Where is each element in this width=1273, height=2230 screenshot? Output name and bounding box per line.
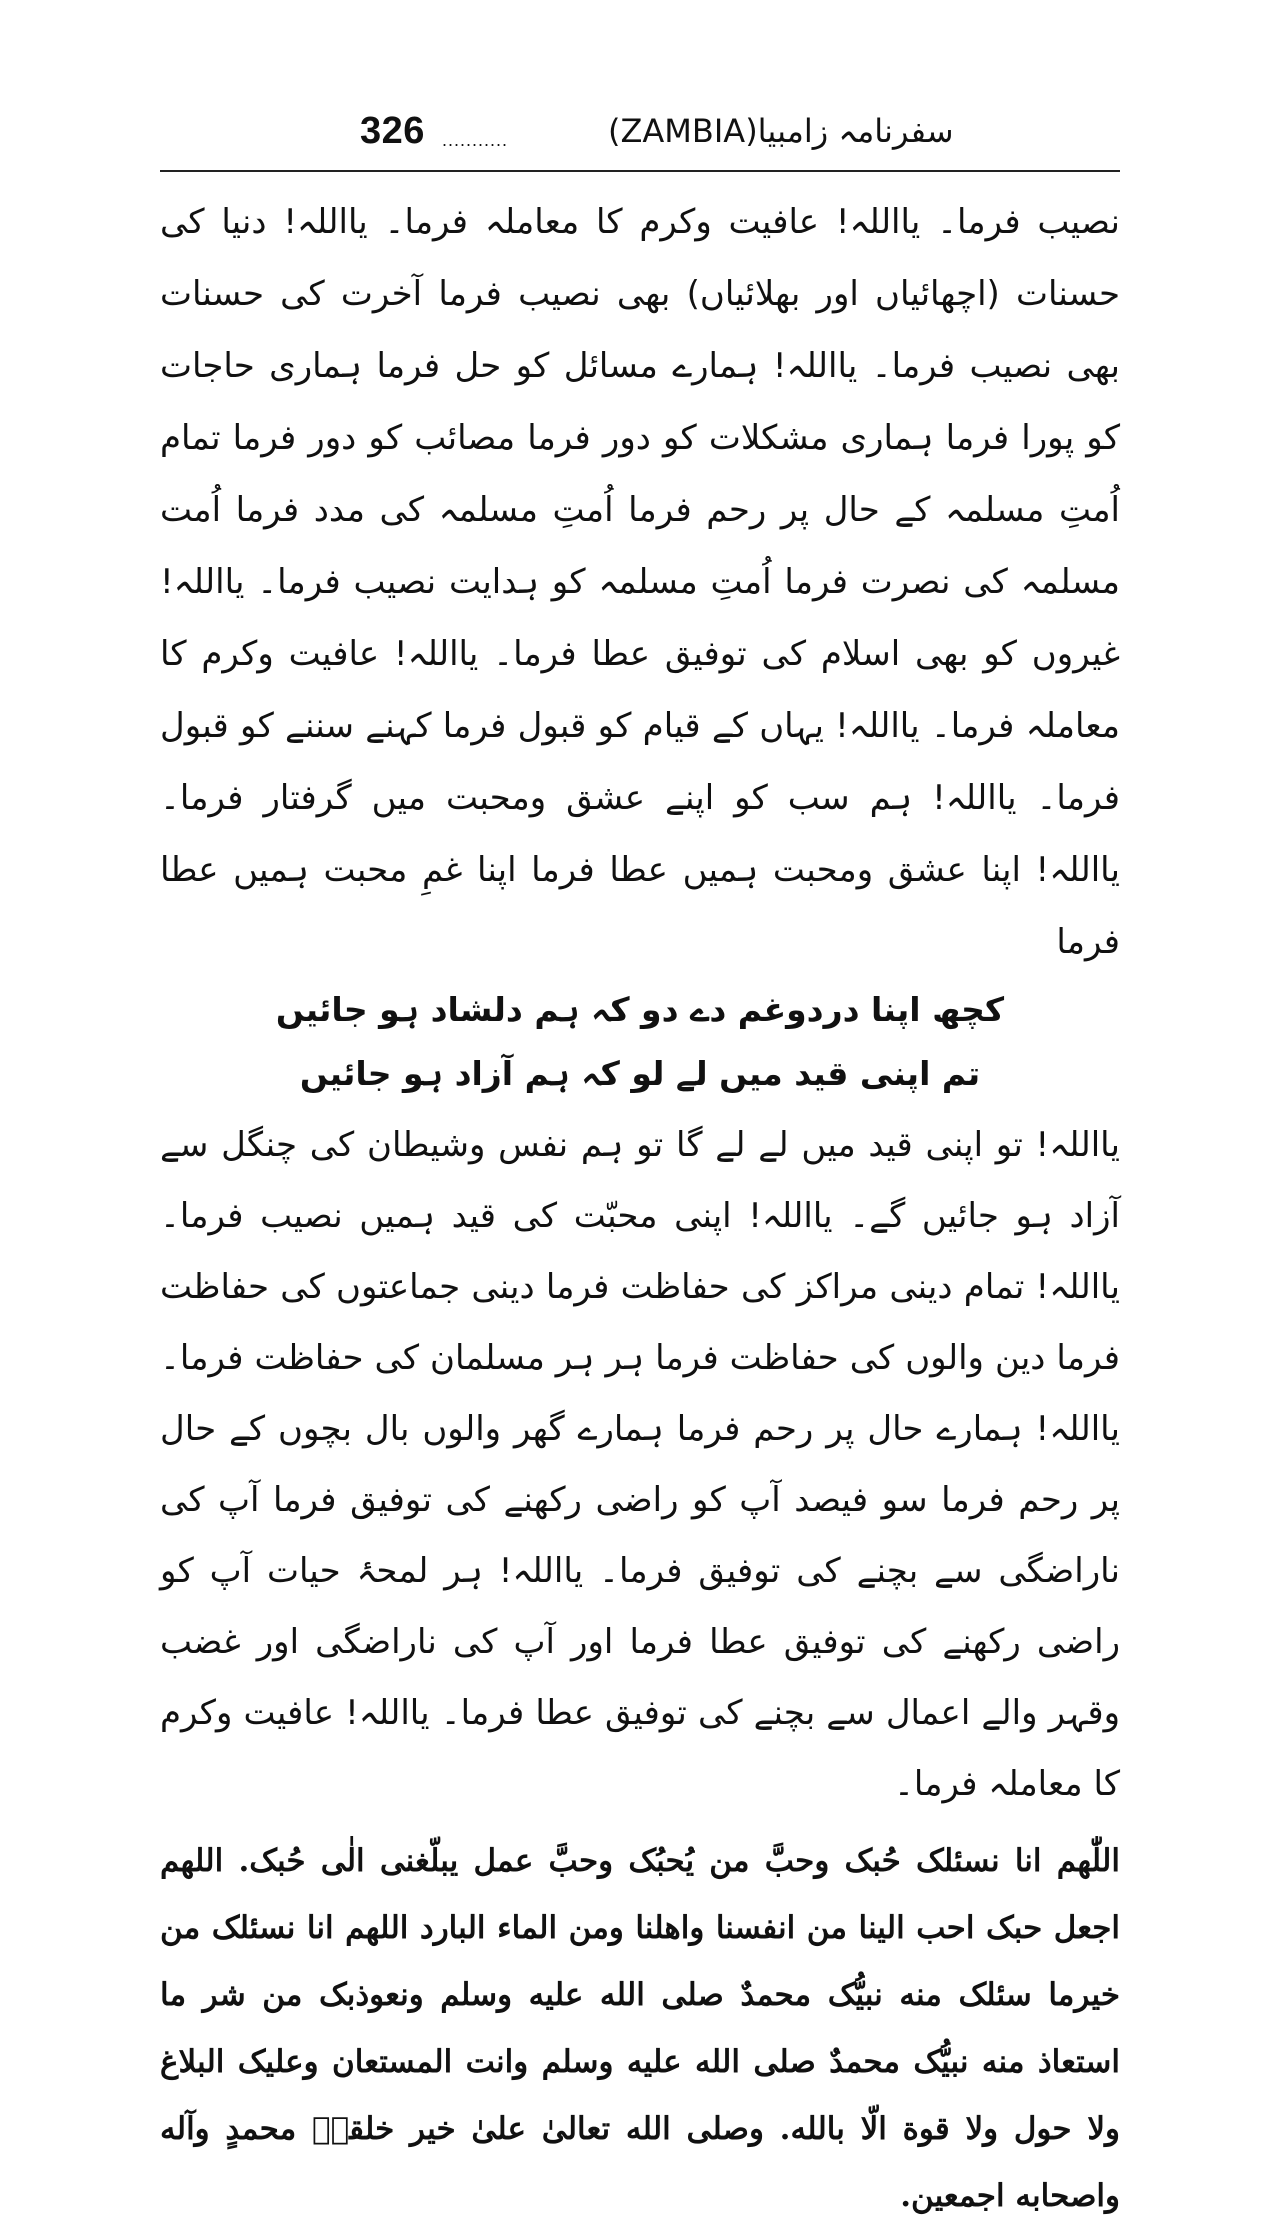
paragraph-dua-arabic: اللّٰھم انا نسئلک حُبک وحبَّ من یُحبُک وحبَّ عمل یبلّغنی الٰی حُبک. اللھم اجعل حبک احب الینا من انفسنا واھلنا ومن الماء البارد اللھم انا نسئلک من خیرما سئلک منه نبیُّک محمدٌ صلی الله علیه وسلم ونعوذبک من شر ما استعاذ منه نبیُّک محمدٌ صلی الله علیه وسلم وانت المستعان وعلیک البلاغ ولا حول ولا قوة الّا بالله. وصلی الله تعالیٰ علیٰ خیر خلقهٖ محمدٍ وآله واصحابه اجمعین. xyxy=(160,1843,1120,2214)
paragraph-dua-urdu-2: یااللہ! تو اپنی قید میں لے لے گا تو ہم نفس وشیطان کی چنگل سے آزاد ہو جائیں گے۔ یااللہ! اپنی محبّت کی قید ہمیں نصیب فرما۔ یااللہ! تمام دینی مراکز کی حفاظت فرما دینی جماعتوں کی حفاظت فرما دین والوں کی حفاظت فرما ہر ہر مسلمان کی حفاظت فرما۔ یااللہ! ہمارے حال پر رحم فرما ہمارے گھر والوں بال بچوں کے حال پر رحم فرما سو فیصد آپ کو راضی رکھنے کی توفیق فرما آپ کی ناراضگی سے بچنے کی توفیق فرما۔ یااللہ! ہر لمحۂ حیات آپ کو راضی رکھنے کی توفیق عطا فرما اور آپ کی ناراضگی اور غضب وقہر والے اعمال سے بچنے کی توفیق عطا فرما۔ یااللہ! عافیت وکرم کا معاملہ فرما۔ xyxy=(160,1125,1120,1804)
page-body xyxy=(160,186,1120,2230)
couplet-line-2: تم اپنی قید میں لے لو کہ ہم آزاد ہو جائیں xyxy=(299,1054,981,1093)
paragraph-dua-urdu-1: نصیب فرما۔ یااللہ! عافیت وکرم کا معاملہ فرما۔ یااللہ! دنیا کی حسنات (اچھائیاں اور بھلائیاں) بھی نصیب فرما آخرت کی حسنات بھی نصیب فرما۔ یااللہ! ہمارے مسائل کو حل فرما ہماری حاجات کو پورا فرما ہماری مشکلات کو دور فرما مصائب کو دور فرما تمام اُمتِ مسلمہ کے حال پر رحم فرما اُمتِ مسلمہ کی مدد فرما اُمت مسلمہ کی نصرت فرما اُمتِ مسلمہ کو ہدایت نصیب فرما۔ یااللہ! غیروں کو بھی اسلام کی توفیق عطا فرما۔ یااللہ! عافیت وکرم کا معاملہ فرما۔ یااللہ! یہاں کے قیام کو قبول فرما کہنے سننے کو قبول فرما۔ یااللہ! ہم سب کو اپنے عشق ومحبت میں گرفتار فرما۔ یااللہ! اپنا عشق ومحبت ہمیں عطا فرما اپنا غمِ محبت ہمیں عطا فرما xyxy=(160,202,1120,962)
running-title: سفرنامہ زامبیا(ZAMBIA) xyxy=(608,112,954,150)
page-header xyxy=(160,108,1120,164)
header-rule xyxy=(160,170,1120,172)
couplet xyxy=(160,978,1120,1106)
couplet-line-1: کچھ اپنا دردوغم دے دو کہ ہم دلشاد ہو جائیں xyxy=(275,990,1005,1029)
page-number: 326 xyxy=(360,110,425,152)
book-page xyxy=(160,0,1120,2214)
header-leader-dots: ........... xyxy=(442,130,509,150)
